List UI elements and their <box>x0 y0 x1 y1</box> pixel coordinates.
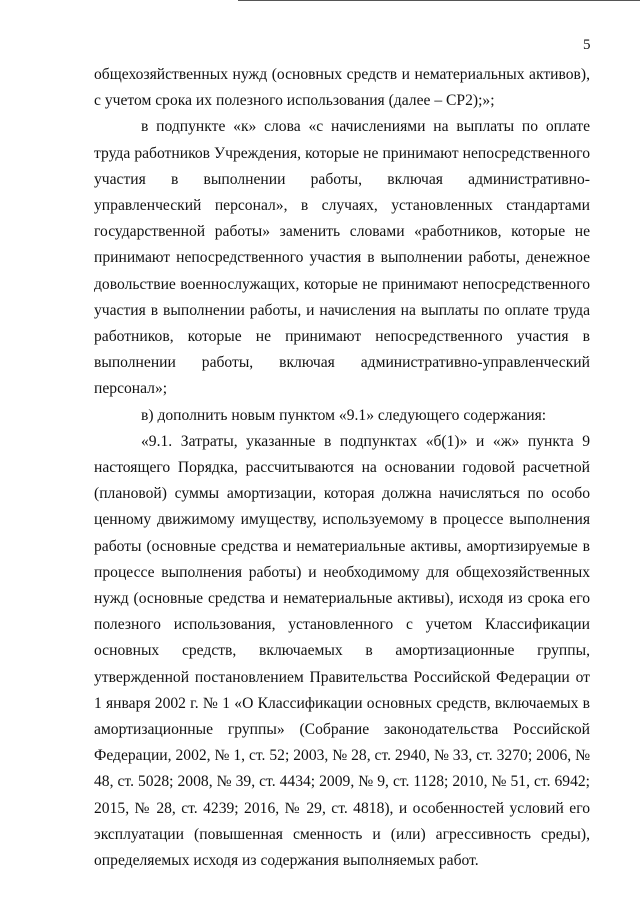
document-body <box>94 62 590 874</box>
paragraph-continuation: общехозяйственных нужд (основных средств и нематериальных активов), с учетом срока их полезного использования (далее – СР2);»; <box>94 66 590 110</box>
page-number: 5 <box>583 37 591 53</box>
paragraph-clause-9-1: «9.1. Затраты, указанные в подпунктах «б(1)» и «ж» пункта 9 настоящего Порядка, рассчитываются на основании годовой расчетной (плановой) суммы амортизации, которая должна начисляться по особо ценному движимому имуществу, используемому в процессе выполнения работы (основные средства и нематериальные активы, амортизируемые в процессе выполнения работы) и необходимому для общехозяйственных нужд (основные средства и нематериальные активы), исходя из срока его полезного использования, установленного с учетом Классификации основных средств, включаемых в амортизационные группы, утвержденной постановлением Правительства Российской Федерации от 1 января 2002 г. № 1 «О Классификации основных средств, включаемых в амортизационные группы» (Собрание законодательства Российской Федерации, 2002, № 1, ст. 52; 2003, № 28, ст. 2940, № 33, ст. 3270; 2006, № 48, ст. 5028; 2008, № 39, ст. 4434; 2009, № 9, ст. 1128; 2010, № 51, ст. 6942; 2015, № 28, ст. 4239; 2016, № 29, ст. 4818), и особенностей условий его эксплуатации (повышенная сменность и (или) агрессивность среды), определяемых исходя из содержания выполняемых работ. <box>94 432 590 870</box>
top-edge-rule <box>238 0 640 1</box>
paragraph-subitem-k: в подпункте «к» слова «с начислениями на выплаты по оплате труда работников Учреждения, которые не принимают непосредственного участия в выполнении работы, включая административно-управленческий персонал», в случаях, установленных стандартами государственной работы» заменить словами «работников, которые не принимают непосредственного участия в выполнении работы, денежное довольствие военнослужащих, которые не принимают непосредственного участия в выполнении работы, и начисления на выплаты по оплате труда работников, которые не принимают непосредственного участия в выполнении работы, включая административно-управленческий персонал»; <box>94 118 590 398</box>
paragraph-subitem-v: в) дополнить новым пунктом «9.1» следующего содержания: <box>141 406 547 424</box>
